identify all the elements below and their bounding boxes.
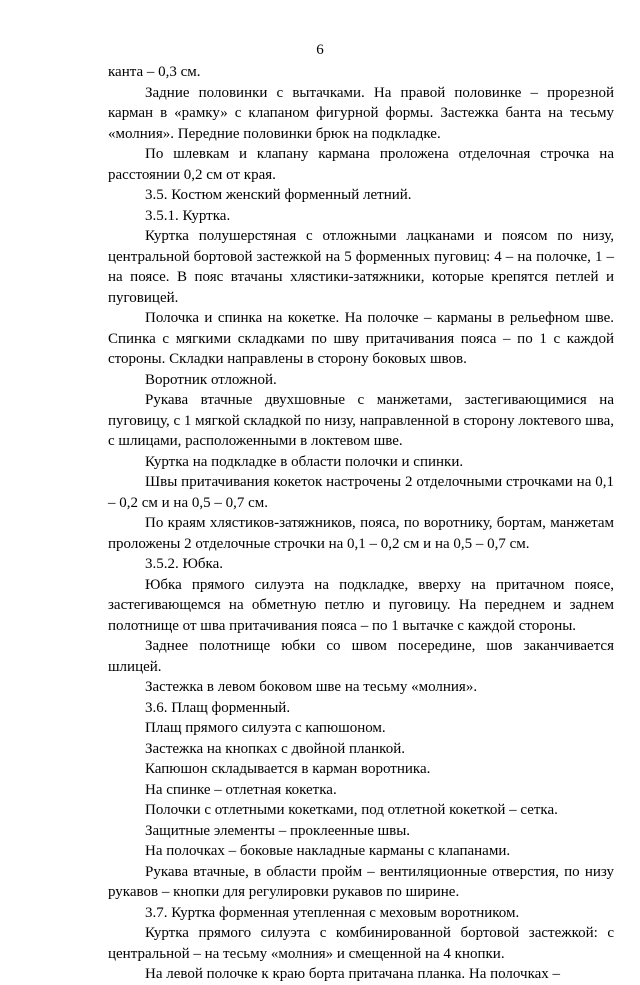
paragraph: Застежка в левом боковом шве на тесьму «молния». bbox=[145, 679, 478, 695]
section-heading: 3.5.1. Куртка. bbox=[145, 207, 231, 224]
paragraph: Куртка прямого силуэта с комбинированной бортовой застежкой: с центральной – на тесьму «молния» и смещенной на 4 кнопки. bbox=[108, 925, 614, 962]
section-heading: 3.7. Куртка форменная утепленная с меховым воротником. bbox=[145, 904, 520, 921]
paragraph: Капюшон складывается в карман воротника. bbox=[145, 761, 431, 777]
paragraph: Рукава втачные, в области пройм – вентиляционные отверстия, по низу рукавов – кнопки для регулировки рукавов по ширине. bbox=[108, 863, 614, 900]
paragraph: Куртка полушерстяная с отложными лацканами и поясом по низу, центральной бортовой застежкой на 5 форменных пуговиц: 4 – на полочке, 1 – на поясе. В пояс втачаны хлястики-затяжники, которые крепятся петлей и пуговицей. bbox=[108, 228, 614, 306]
section-heading: 3.5. Костюм женский форменный летний. bbox=[145, 187, 412, 203]
paragraph: канта – 0,3 см. bbox=[108, 64, 201, 80]
paragraph: Полочка и спинка на кокетке. На полочке – карманы в рельефном шве. Спинка с мягкими складками по шву притачивания пояса – по 1 с каждой стороны. Складки направлены в сторону боковых швов. bbox=[108, 310, 614, 367]
paragraph: Юбка прямого силуэта на подкладке, вверху на притачном поясе, застегивающемся на обметную петлю и пуговицу. На переднем и заднем полотнище от шва притачивания пояса – по 1 вытачке с каждой стороны. bbox=[108, 576, 614, 634]
paragraph: Задние половинки с вытачками. На правой половинке – прорезной карман в «рамку» с клапаном фигурной формы. Застежка банта на тесьму «молния». Передние половинки брюк на подкладке. bbox=[108, 84, 614, 142]
paragraph: На полочках – боковые накладные карманы с клапанами. bbox=[145, 843, 511, 859]
section-heading: 3.6. Плащ форменный. bbox=[145, 699, 291, 716]
body-text bbox=[108, 62, 614, 985]
paragraph: Плащ прямого силуэта с капюшоном. bbox=[145, 720, 386, 736]
paragraph: Полочки с отлетными кокетками, под отлетной кокеткой – сетка. bbox=[145, 802, 558, 818]
paragraph: Швы притачивания кокеток настрочены 2 отделочными строчками на 0,1 – 0,2 см и на 0,5 – 0,7 см. bbox=[108, 474, 614, 511]
paragraph: По шлевкам и клапану кармана проложена отделочная строчка на расстоянии 0,2 см от края. bbox=[108, 146, 614, 183]
paragraph: По краям хлястиков-затяжников, пояса, по воротнику, бортам, манжетам проложены 2 отделочные строчки на 0,1 – 0,2 см и на 0,5 – 0,7 см. bbox=[108, 515, 614, 552]
paragraph: Куртка на подкладке в области полочки и спинки. bbox=[145, 453, 464, 470]
paragraph: Заднее полотнище юбки со швом посередине, шов заканчивается шлицей. bbox=[108, 638, 614, 675]
paragraph: Воротник отложной. bbox=[145, 371, 277, 388]
section-heading: 3.5.2. Юбка. bbox=[145, 556, 224, 572]
paragraph: На левой полочке к краю борта притачана планка. На полочках – bbox=[145, 966, 561, 982]
paragraph: Рукава втачные двухшовные с манжетами, застегивающимися на пуговицу, с 1 мягкой складкой по низу, направленной в сторону локтевого шва, с шлицами, расположенными в локтевом шве. bbox=[108, 392, 614, 449]
paragraph: На спинке – отлетная кокетка. bbox=[145, 781, 337, 798]
page-number: 6 bbox=[316, 42, 324, 58]
paragraph: Застежка на кнопках с двойной планкой. bbox=[145, 740, 405, 757]
paragraph: Защитные элементы – проклеенные швы. bbox=[145, 822, 411, 839]
